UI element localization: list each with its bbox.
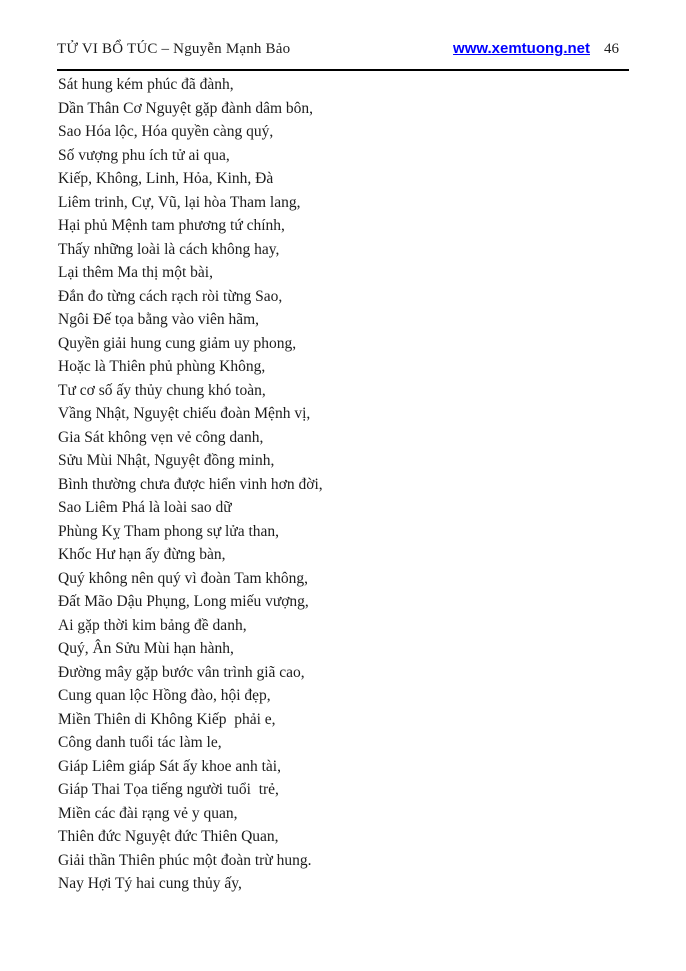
poem-line: Thiên đức Nguyệt đức Thiên Quan, xyxy=(58,828,279,845)
poem-line: Liêm trinh, Cự, Vũ, lại hòa Tham lang, xyxy=(58,193,301,211)
poem-line: Đắn đo từng cách rạch ròi từng Sao, xyxy=(58,287,283,305)
poem-line: Sao Hóa lộc, Hóa quyền càng quý, xyxy=(58,123,274,140)
poem-line: Sao Liêm Phá là loài sao dữ xyxy=(58,499,232,516)
poem-line: Cung quan lộc Hồng đào, hội đẹp, xyxy=(58,687,271,704)
poem-line: Giáp Thai Tọa tiếng người tuổi trẻ, xyxy=(58,781,279,798)
header-right xyxy=(453,40,619,58)
poem-line: Miền Thiên di Không Kiếp phải e, xyxy=(58,710,276,728)
book-title: TỬ VI BỔ TÚC – Nguyễn Mạnh Bảo xyxy=(57,41,291,57)
poem-line: Quý không nên quý vì đoàn Tam không, xyxy=(58,569,309,587)
poem-line: Khốc Hư hạn ấy đừng bàn, xyxy=(58,546,226,563)
website-link[interactable]: www.xemtuong.net xyxy=(453,40,590,57)
poem-line: Bình thường chưa được hiển vinh hơn đời, xyxy=(58,475,323,493)
poem-line: Kiếp, Không, Linh, Hỏa, Kinh, Đà xyxy=(58,170,274,187)
poem-line: Gia Sát không vẹn vẻ công danh, xyxy=(58,428,264,446)
poem-line: Công danh tuổi tác làm le, xyxy=(58,734,222,751)
page-header xyxy=(57,40,619,58)
poem-line: Dần Thân Cơ Nguyệt gặp đành dâm bôn, xyxy=(58,99,314,117)
poem-line: Đất Mão Dậu Phụng, Long miếu vượng, xyxy=(58,593,309,610)
poem-line: Hại phủ Mệnh tam phương tứ chính, xyxy=(58,217,285,234)
poem-line: Vầng Nhật, Nguyệt chiếu đoàn Mệnh vị, xyxy=(58,405,311,422)
poem-line: Giáp Liêm giáp Sát ấy khoe anh tài, xyxy=(58,757,281,775)
poem-line: Phùng Kỵ Tham phong sự lửa than, xyxy=(58,522,280,540)
poem-line: Đường mây gặp bước vân trình giã cao, xyxy=(58,663,305,681)
poem-line: Lại thêm Ma thị một bài, xyxy=(58,264,213,281)
poem-line: Miền các đài rạng vẻ y quan, xyxy=(58,804,238,822)
poem-line: Quyền giải hung cung giảm uy phong, xyxy=(58,334,297,352)
poem-body xyxy=(58,73,323,896)
poem-line: Sửu Mùi Nhật, Nguyệt đồng minh, xyxy=(58,452,275,469)
poem-line: Quý, Ân Sửu Mùi hạn hành, xyxy=(58,640,234,657)
poem-line: Nay Hợi Tý hai cung thủy ấy, xyxy=(58,875,242,892)
poem-line: Thấy những loài là cách không hay, xyxy=(58,240,280,258)
header-rule xyxy=(57,69,629,71)
poem-line: Giải thần Thiên phúc một đoàn trừ hung. xyxy=(58,851,312,869)
poem-line: Ngôi Đế tọa bằng vào viên hãm, xyxy=(58,311,260,328)
poem-line: Hoặc là Thiên phủ phùng Không, xyxy=(58,358,266,375)
page-number: 46 xyxy=(604,41,619,57)
poem-line: Sát hung kém phúc đã đành, xyxy=(58,76,234,93)
poem-line: Ai gặp thời kim bảng đề danh, xyxy=(58,616,247,634)
poem-line: Tư cơ số ấy thủy chung khó toàn, xyxy=(58,381,266,399)
poem-line: Số vượng phu ích tử ai qua, xyxy=(58,146,230,164)
